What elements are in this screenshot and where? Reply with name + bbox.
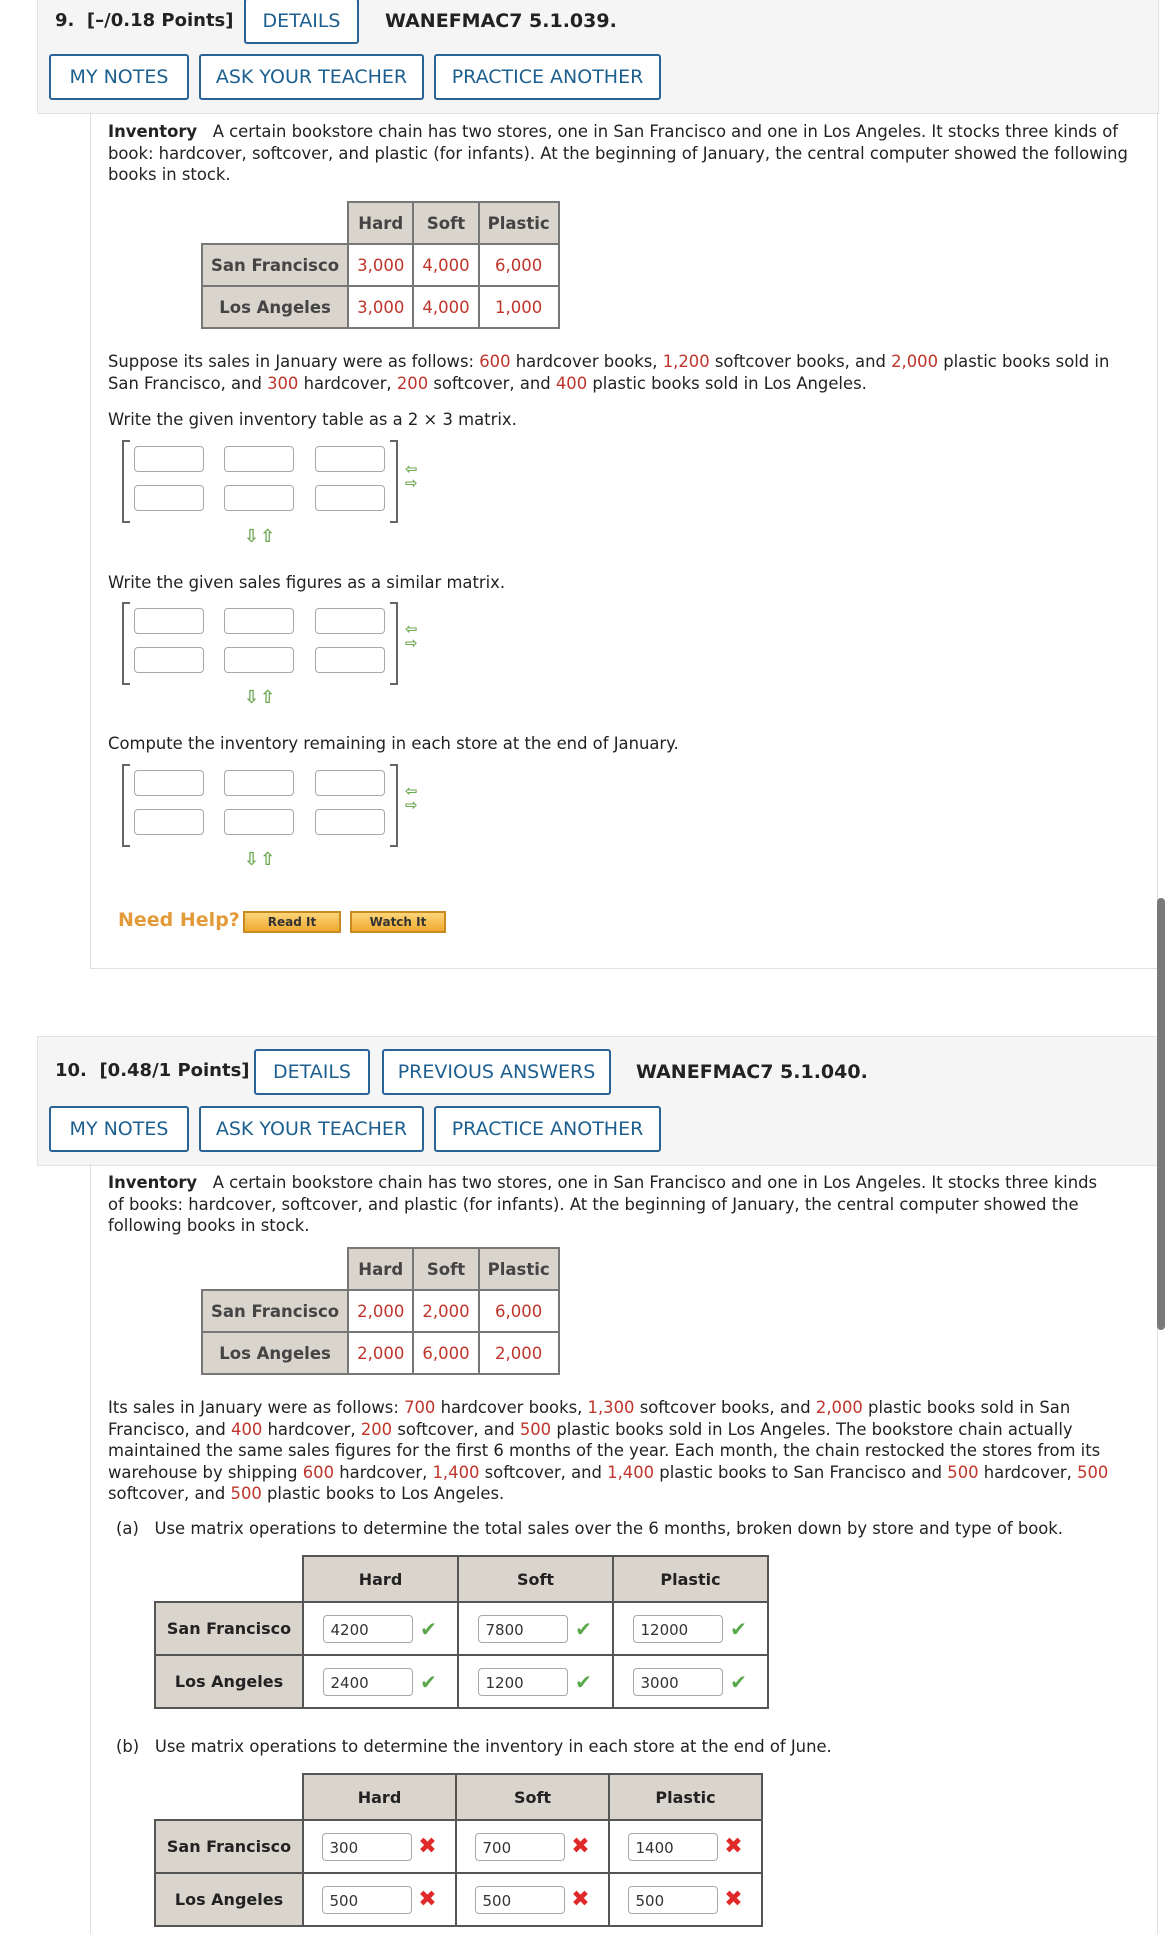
q9-m3-r1c1[interactable] [134, 770, 204, 796]
q9-my-notes-button[interactable]: MY NOTES [49, 54, 189, 100]
q9-m1-row-resize-icon[interactable]: ⇩⇧ [244, 526, 277, 547]
q10-row-sf: San Francisco [202, 1290, 348, 1332]
q9-m2-r2c1[interactable] [134, 647, 204, 673]
q9-col-hard: Hard [348, 202, 413, 244]
check-icon: ✔ [575, 1616, 592, 1641]
q10-intro-title: Inventory [108, 1173, 198, 1192]
q10-part-b-text: Use matrix operations to determine the inventory in each store at the end of June. [154, 1737, 832, 1756]
q10-b-la-soft-input[interactable]: 500 [475, 1886, 565, 1914]
cross-icon: ✖ [571, 1887, 590, 1912]
q10-part-a-text: Use matrix operations to determine the total sales over the 6 months, broken down by store and type of book. [154, 1519, 1064, 1538]
cross-icon: ✖ [724, 1834, 743, 1859]
q10-a-la-soft-input[interactable]: 1200 [478, 1668, 568, 1696]
q10-b-col-hard: Hard [303, 1774, 456, 1820]
q9-la-soft: 4,000 [413, 286, 478, 328]
q9-m3-r2c3[interactable] [315, 809, 385, 835]
q10-sf-plastic: 6,000 [479, 1290, 559, 1332]
cross-icon: ✖ [724, 1887, 743, 1912]
q10-b-row-sf: San Francisco [155, 1820, 303, 1873]
q9-m1-r2c1[interactable] [134, 485, 204, 511]
q10-a-col-soft: Soft [458, 1556, 613, 1602]
q10-a-row-la: Los Angeles [155, 1655, 303, 1708]
check-icon: ✔ [420, 1616, 437, 1641]
q9-m1-r1c3[interactable] [315, 446, 385, 472]
q10-la-hard: 2,000 [348, 1332, 413, 1374]
q10-part-a-table [154, 1555, 769, 1709]
check-icon: ✔ [575, 1669, 592, 1694]
q9-inventory-table [201, 201, 560, 329]
q10-la-soft: 6,000 [413, 1332, 478, 1374]
q9-m2-r1c3[interactable] [315, 608, 385, 634]
q9-m2-r2c3[interactable] [315, 647, 385, 673]
q10-b-sf-hard-cell [303, 1820, 456, 1873]
q9-m1-r1c1[interactable] [134, 446, 204, 472]
q10-a-la-hard-cell [303, 1655, 458, 1708]
q10-a-la-hard-input[interactable]: 2400 [323, 1668, 413, 1696]
q9-m3-r1c2[interactable] [224, 770, 294, 796]
q9-m1-r1c2[interactable] [224, 446, 294, 472]
q10-a-row-sf: San Francisco [155, 1602, 303, 1655]
q9-remaining-matrix [122, 764, 402, 847]
q10-col-soft: Soft [413, 1248, 478, 1290]
q9-m1-r2c3[interactable] [315, 485, 385, 511]
q9-col-plastic: Plastic [479, 202, 559, 244]
q10-b-sf-soft-cell [456, 1820, 609, 1873]
q9-prompt-remaining-matrix: Compute the inventory remaining in each store at the end of January. [108, 734, 679, 753]
q9-need-help-label: Need Help? [118, 909, 240, 931]
q9-m2-r2c2[interactable] [224, 647, 294, 673]
q9-row-la: Los Angeles [202, 286, 348, 328]
q9-m3-r2c2[interactable] [224, 809, 294, 835]
q10-part-a-prompt [116, 1519, 1063, 1538]
q9-m3-r2c1[interactable] [134, 809, 204, 835]
q10-b-sf-plastic-input[interactable]: 1400 [628, 1833, 718, 1861]
q10-sf-hard: 2,000 [348, 1290, 413, 1332]
q9-inventory-matrix [122, 440, 402, 523]
cross-icon: ✖ [418, 1834, 437, 1859]
q10-a-la-plastic-input[interactable]: 3000 [633, 1668, 723, 1696]
q9-intro [108, 121, 1138, 186]
q10-la-plastic: 2,000 [479, 1332, 559, 1374]
q10-b-col-soft: Soft [456, 1774, 609, 1820]
q9-m2-r1c2[interactable] [224, 608, 294, 634]
q10-question-code: WANEFMAC7 5.1.040. [636, 1061, 868, 1083]
q9-practice-another-button[interactable]: PRACTICE ANOTHER [434, 54, 661, 100]
q9-sf-plastic: 6,000 [479, 244, 559, 286]
q9-ask-teacher-button[interactable]: ASK YOUR TEACHER [199, 54, 424, 100]
q9-points: [–/0.18 Points] [86, 10, 234, 31]
q10-inventory-table [201, 1247, 560, 1375]
q10-a-col-hard: Hard [303, 1556, 458, 1602]
q10-part-b-table [154, 1773, 763, 1927]
q10-row-la: Los Angeles [202, 1332, 348, 1374]
q10-sales-text: Its sales in January were as follows: 700 hardcover books, 1,300 softcover books, and 2,000 plastic books sold in San Francisco, and 400 hardcover, 200 softcover, and 500 plastic books sold in Los Angeles. The bookstore chain actually maintained the same sales figures for the first 6 months of the year. Each month, the chain restocked the stores from its warehouse by shipping 600 hardcover, 1,400 softcover, and 1,400 plastic books to San Francisco and 500 hardcover, 500 softcover, and 500 plastic books to Los Angeles. [108, 1398, 1109, 1503]
q9-m3-r1c3[interactable] [315, 770, 385, 796]
q9-m1-column-resize-icon[interactable]: ⇦ ⇨ [405, 460, 418, 492]
cross-icon: ✖ [571, 1834, 590, 1859]
q9-m3-column-resize-icon[interactable]: ⇦ ⇨ [405, 782, 418, 814]
q10-b-la-hard-cell [303, 1873, 456, 1926]
q10-sf-soft: 2,000 [413, 1290, 478, 1332]
q10-ask-teacher-button[interactable]: ASK YOUR TEACHER [199, 1106, 424, 1152]
q10-b-sf-soft-input[interactable]: 700 [475, 1833, 565, 1861]
check-icon: ✔ [730, 1616, 747, 1641]
q9-sales-matrix [122, 602, 402, 685]
q9-intro-title: Inventory [108, 122, 198, 141]
q10-a-sf-hard-input[interactable]: 4200 [323, 1615, 413, 1643]
q9-la-hard: 3,000 [348, 286, 413, 328]
q10-intro [108, 1172, 1118, 1237]
q10-a-sf-hard-cell [303, 1602, 458, 1655]
q9-intro-text: A certain bookstore chain has two stores, one in San Francisco and one in Los Angeles. It stocks three kinds of book: hardcover, softcover, and plastic (for infants). At the beginning of January, the central computer showed the following books in stock. [108, 122, 1128, 184]
q10-points: [0.48/1 Points] [99, 1060, 250, 1081]
check-icon: ✔ [730, 1669, 747, 1694]
q10-intro-text: A certain bookstore chain has two stores, one in San Francisco and one in Los Angeles. It stocks three kinds of books: hardcover, softcover, and plastic (for infants). At the beginning of January, the central computer showed the following books in stock. [108, 1173, 1098, 1235]
q10-part-b-prompt [116, 1737, 832, 1756]
q10-b-sf-plastic-cell [609, 1820, 762, 1873]
q10-a-la-plastic-cell [613, 1655, 768, 1708]
q10-number: 10. [0.48/1 Points] [55, 1060, 250, 1081]
q9-sf-hard: 3,000 [348, 244, 413, 286]
q9-sales-text: Suppose its sales in January were as follows: 600 hardcover books, 1,200 softcover books, and 2,000 plastic books sold in San Francisco, and 300 hardcover, 200 softcover, and 400 plastic books sold in Los Angeles. [108, 352, 1110, 393]
q9-col-soft: Soft [413, 202, 478, 244]
q9-number: 9. [–/0.18 Points] [55, 10, 234, 31]
q9-m3-row-resize-icon[interactable]: ⇩⇧ [244, 849, 277, 870]
q9-sf-soft: 4,000 [413, 244, 478, 286]
q10-a-sf-plastic-cell [613, 1602, 768, 1655]
q9-question-code: WANEFMAC7 5.1.039. [385, 10, 617, 32]
q10-details-button[interactable]: DETAILS [254, 1049, 370, 1095]
q10-a-col-plastic: Plastic [613, 1556, 768, 1602]
check-icon: ✔ [420, 1669, 437, 1694]
q9-m1-r2c2[interactable] [224, 485, 294, 511]
q10-b-la-hard-input[interactable]: 500 [322, 1886, 412, 1914]
q10-b-col-plastic: Plastic [609, 1774, 762, 1820]
q9-m2-column-resize-icon[interactable]: ⇦ ⇨ [405, 620, 418, 652]
q9-watch-it-button[interactable]: Watch It [350, 911, 446, 933]
q10-previous-answers-button[interactable]: PREVIOUS ANSWERS [382, 1049, 611, 1095]
q9-prompt-inventory-matrix: Write the given inventory table as a 2 × 3 matrix. [108, 410, 517, 429]
q9-prompt-sales-matrix: Write the given sales figures as a similar matrix. [108, 573, 506, 592]
q10-a-sf-plastic-input[interactable]: 12000 [633, 1615, 723, 1643]
q10-col-plastic: Plastic [479, 1248, 559, 1290]
q10-b-la-plastic-cell [609, 1873, 762, 1926]
q9-m2-row-resize-icon[interactable]: ⇩⇧ [244, 687, 277, 708]
q9-row-sf: San Francisco [202, 244, 348, 286]
q10-my-notes-button[interactable]: MY NOTES [49, 1106, 189, 1152]
cross-icon: ✖ [418, 1887, 437, 1912]
q10-col-hard: Hard [348, 1248, 413, 1290]
q9-details-button[interactable]: DETAILS [244, 0, 359, 44]
q10-practice-another-button[interactable]: PRACTICE ANOTHER [434, 1106, 661, 1152]
q10-b-la-soft-cell [456, 1873, 609, 1926]
q10-part-a-label: (a) [116, 1519, 139, 1538]
q10-a-sf-soft-input[interactable]: 7800 [478, 1615, 568, 1643]
q9-la-plastic: 1,000 [479, 286, 559, 328]
q9-read-it-button[interactable]: Read It [243, 911, 341, 933]
q9-m2-r1c1[interactable] [134, 608, 204, 634]
q10-part-b-label: (b) [116, 1737, 140, 1756]
q10-a-sf-soft-cell [458, 1602, 613, 1655]
q10-b-sf-hard-input[interactable]: 300 [322, 1833, 412, 1861]
page-scrollbar[interactable] [1157, 898, 1165, 1330]
q10-a-la-soft-cell [458, 1655, 613, 1708]
q10-b-la-plastic-input[interactable]: 500 [628, 1886, 718, 1914]
q10-b-row-la: Los Angeles [155, 1873, 303, 1926]
